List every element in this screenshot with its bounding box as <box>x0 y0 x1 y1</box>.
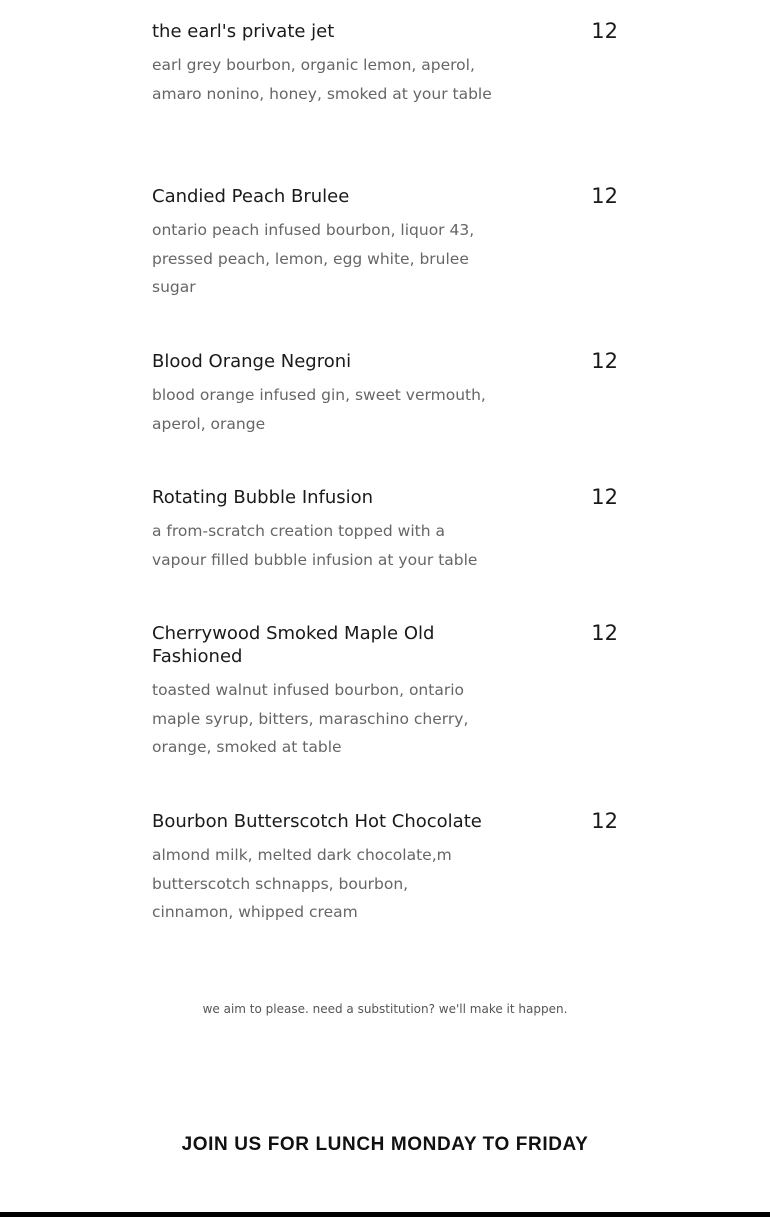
menu-item-description: toasted walnut infused bourbon, ontario maple syrup, bitters, maraschino cherry, orange, smoked at table <box>152 681 469 757</box>
menu-item <box>152 20 622 185</box>
menu-item <box>152 810 622 980</box>
menu-item-price: 12 <box>591 19 618 43</box>
substitution-note: we aim to please. need a substitution? we'll make it happen. <box>202 1002 568 1016</box>
menu-item-name: Cherrywood Smoked Maple Old Fashioned <box>152 623 435 667</box>
cocktail-menu <box>152 20 622 980</box>
menu-item-description: ontario peach infused bourbon, liquor 43, pressed peach, lemon, egg white, brulee sugar <box>152 221 475 297</box>
menu-item <box>152 350 622 486</box>
menu-item-price: 12 <box>591 184 618 208</box>
menu-item-name: the earl's private jet <box>152 21 335 42</box>
menu-item-description: earl grey bourbon, organic lemon, aperol, amaro nonino, honey, smoked at your table <box>152 56 492 103</box>
menu-item-name: Candied Peach Brulee <box>152 186 350 207</box>
menu-item-name: Bourbon Butterscotch Hot Chocolate <box>152 811 482 832</box>
menu-item-price: 12 <box>591 809 618 833</box>
menu-item-description: a from-scratch creation topped with a vapour filled bubble infusion at your table <box>152 522 478 569</box>
menu-item-price: 12 <box>591 621 618 645</box>
menu-item-price: 12 <box>591 349 618 373</box>
menu-item-price: 12 <box>591 485 618 509</box>
menu-item-description: almond milk, melted dark chocolate,m butterscotch schnapps, bourbon, cinnamon, whipped cream <box>152 846 452 922</box>
menu-item <box>152 486 622 622</box>
menu-item-description: blood orange infused gin, sweet vermouth, aperol, orange <box>152 386 486 433</box>
footer-divider-bar <box>0 1212 770 1217</box>
menu-item <box>152 622 622 810</box>
menu-item-name: Blood Orange Negroni <box>152 351 352 372</box>
lunch-banner-heading: JOIN US FOR LUNCH MONDAY TO FRIDAY <box>181 1134 589 1155</box>
menu-item-name: Rotating Bubble Infusion <box>152 487 374 508</box>
menu-item <box>152 185 622 350</box>
